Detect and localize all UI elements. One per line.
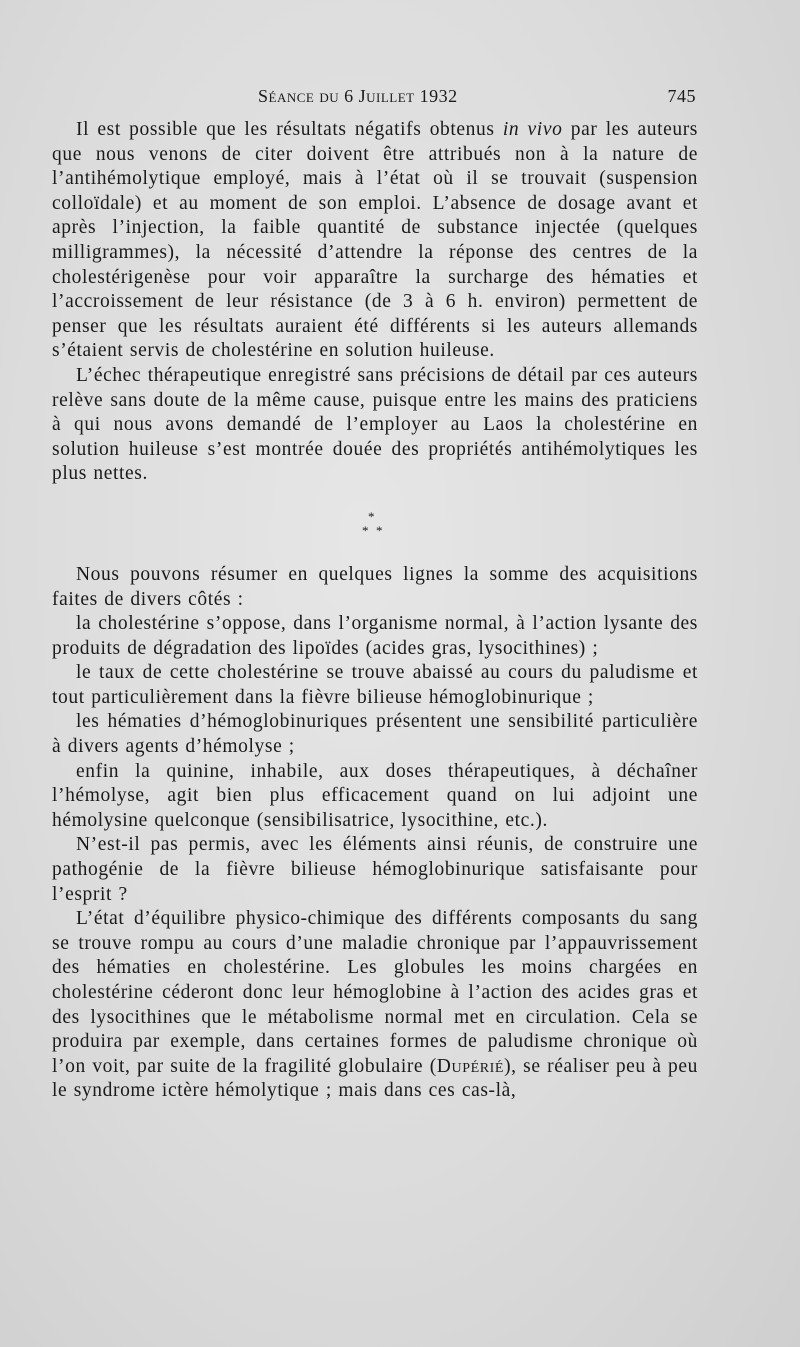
latin-phrase: in vivo (502, 119, 563, 140)
paragraph-2: L’échec thérapeutique enregistré sans précisions de détail par ces auteurs relève sans doute de la même cause, puisque entre les mains des praticiens à qui nous avons demandé de l’employer au Laos la cholestérine en solution huileuse s’est montrée douée des propriétés antihémolytiques les plus nettes. (52, 364, 698, 485)
final-text-after: ), se réaliser peu à peu le syndrome ictère hémolytique ; mais dans ces cas-là, (52, 1055, 699, 1102)
summary-point-2: le taux de cette cholestérine se trouve abaissé au cours du paludisme et tout particulièrement dans la fièvre bilieuse hémoglobinurique ; (52, 662, 698, 708)
final-text-before: L’état d’équilibre physico-chimique des différents composants du sang se trouve rompu au cours d’une maladie chronique par l’appauvrissement des hématies en cholestérine. Les globules les moins chargées en cholestérine céderont donc leur hémoglobine à l’action des acides gras et des lysocithines que le métabolisme normal met en circulation. Cela se produira par exemple, dans certaines formes de paludisme chronique où l’on voit, par suite de la fragilité globulaire ( (52, 908, 698, 1077)
summary-point-1: la cholestérine s’oppose, dans l’organisme normal, à l’action lysante des produits de dégradation des lipoïdes (acides gras, lysocithines) ; (52, 613, 698, 659)
paragraph-final (52, 907, 698, 1104)
body-text (52, 118, 698, 1104)
summary-point-3: les hématies d’hémoglobinuriques présentent une sensibilité particulière à divers agents d’hémolyse ; (52, 711, 698, 758)
running-head (0, 86, 800, 114)
summary-intro: Nous pouvons résumer en quelques lignes la somme des acquisitions faites de divers côtés : (52, 563, 698, 610)
summary-question: N’est-il pas permis, avec les éléments ainsi réunis, de construire une pathogénie de la fièvre bilieuse hémoglobinurique satisfaisante pour l’esprit ? (52, 834, 698, 905)
page-number: 745 (667, 86, 696, 106)
summary-point-4: enfin la quinine, inhabile, aux doses thérapeutiques, à déchaîner l’hémolyse, agit bien plus efficacement quand on lui adjoint une hémolysine quelconque (sensibilisatrice, lysocithine, etc.). (52, 760, 698, 831)
cited-author: Dupérié (436, 1055, 505, 1077)
paragraph-1: Il est possible que les résultats négatifs obtenus in vivo par les auteurs que nous venons de citer doivent être attribués non à la nature de l’antihémolytique employé, mais à l’état où il se trouvait (suspension colloïdale) et au moment de son emploi. L’absence de dosage avant et après l’injection, la faible quantité de substance injectée (quelques milligrammes), la nécessité d’attendre la réponse des centres de la cholestérigenèse pour voir apparaître la surcharge des hématies et l’accroissement de leur résistance (de 3 à 6 h. environ) permettent de penser que les résultats auraient été différents si les auteurs allemands s’étaient servis de cholestérine en solution huileuse. (52, 119, 698, 362)
asterism-star: * (376, 522, 384, 538)
asterism-star: * (362, 522, 370, 538)
asterism-separator (52, 495, 698, 545)
running-title: Séance du 6 Juillet 1932 (258, 86, 458, 106)
asterism-star: * (368, 508, 376, 524)
